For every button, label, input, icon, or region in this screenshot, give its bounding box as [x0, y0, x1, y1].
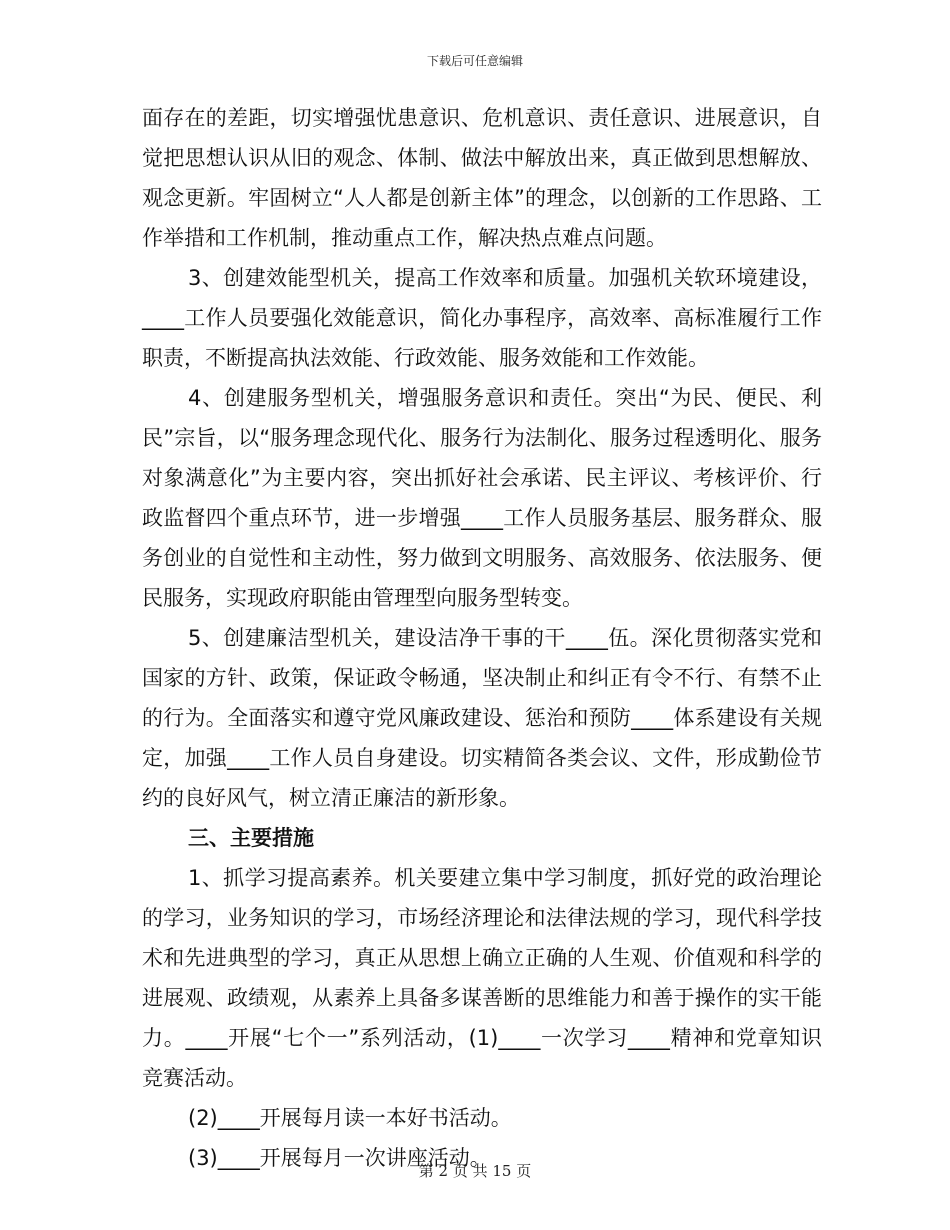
document-body — [142, 98, 822, 1178]
paragraph-measure-1: 1、抓学习提高素养。机关要建立集中学习制度，抓好党的政治理论的学习，业务知识的学习，市场经济理论和法律法规的学习，现代科学技术和先进典型的学习，真正从思想上确立正确的人生观、价值观和科学的进展观、政绩观，从素养上具备多谋善断的思维能力和善于操作的实干能力。____开展“七个一”系列活动，(1)____一次学习____精神和党章知识竞赛活动。 — [142, 866, 822, 1090]
page-header-note: 下载后可任意编辑 — [426, 54, 523, 68]
page-number: 第 2 页 共 15 页 — [418, 1162, 532, 1180]
list-item-2: (2)____开展每月读一本好书活动。 — [188, 1106, 512, 1130]
section-heading-measures: 三、主要措施 — [188, 826, 314, 850]
paragraph-item-3: 3、创建效能型机关，提高工作效率和质量。加强机关软环境建设，____工作人员要强化效能意识，简化办事程序，高效率、高标准履行工作职责，不断提高执法效能、行政效能、服务效能和工作效能。 — [142, 266, 822, 370]
paragraph-item-5: 5、创建廉洁型机关，建设洁净干事的干____伍。深化贯彻落实党和国家的方针、政策，保证政令畅通，坚决制止和纠正有令不行、有禁不止的行为。全面落实和遵守党风廉政建设、惩治和预防____体系建设有关规定，加强____工作人员自身建设。切实精简各类会议、文件，形成勤俭节约的良好风气，树立清正廉洁的新形象。 — [142, 626, 822, 810]
paragraph-intro-continuation: 面存在的差距，切实增强忧患意识、危机意识、责任意识、进展意识，自觉把思想认识从旧的观念、体制、做法中解放出来，真正做到思想解放、观念更新。牢固树立“人人都是创新主体”的理念，以创新的工作思路、工作举措和工作机制，推动重点工作，解决热点难点问题。 — [142, 106, 822, 250]
list-item-3: (3)____开展每月一次讲座活动。 — [188, 1146, 491, 1170]
paragraph-item-4: 4、创建服务型机关，增强服务意识和责任。突出“为民、便民、利民”宗旨，以“服务理念现代化、服务行为法制化、服务过程透明化、服务对象满意化”为主要内容，突出抓好社会承诺、民主评议、考核评价、行政监督四个重点环节，进一步增强____工作人员服务基层、服务群众、服务创业的自觉性和主动性，努力做到文明服务、高效服务、依法服务、便民服务，实现政府职能由管理型向服务型转变。 — [142, 386, 822, 610]
